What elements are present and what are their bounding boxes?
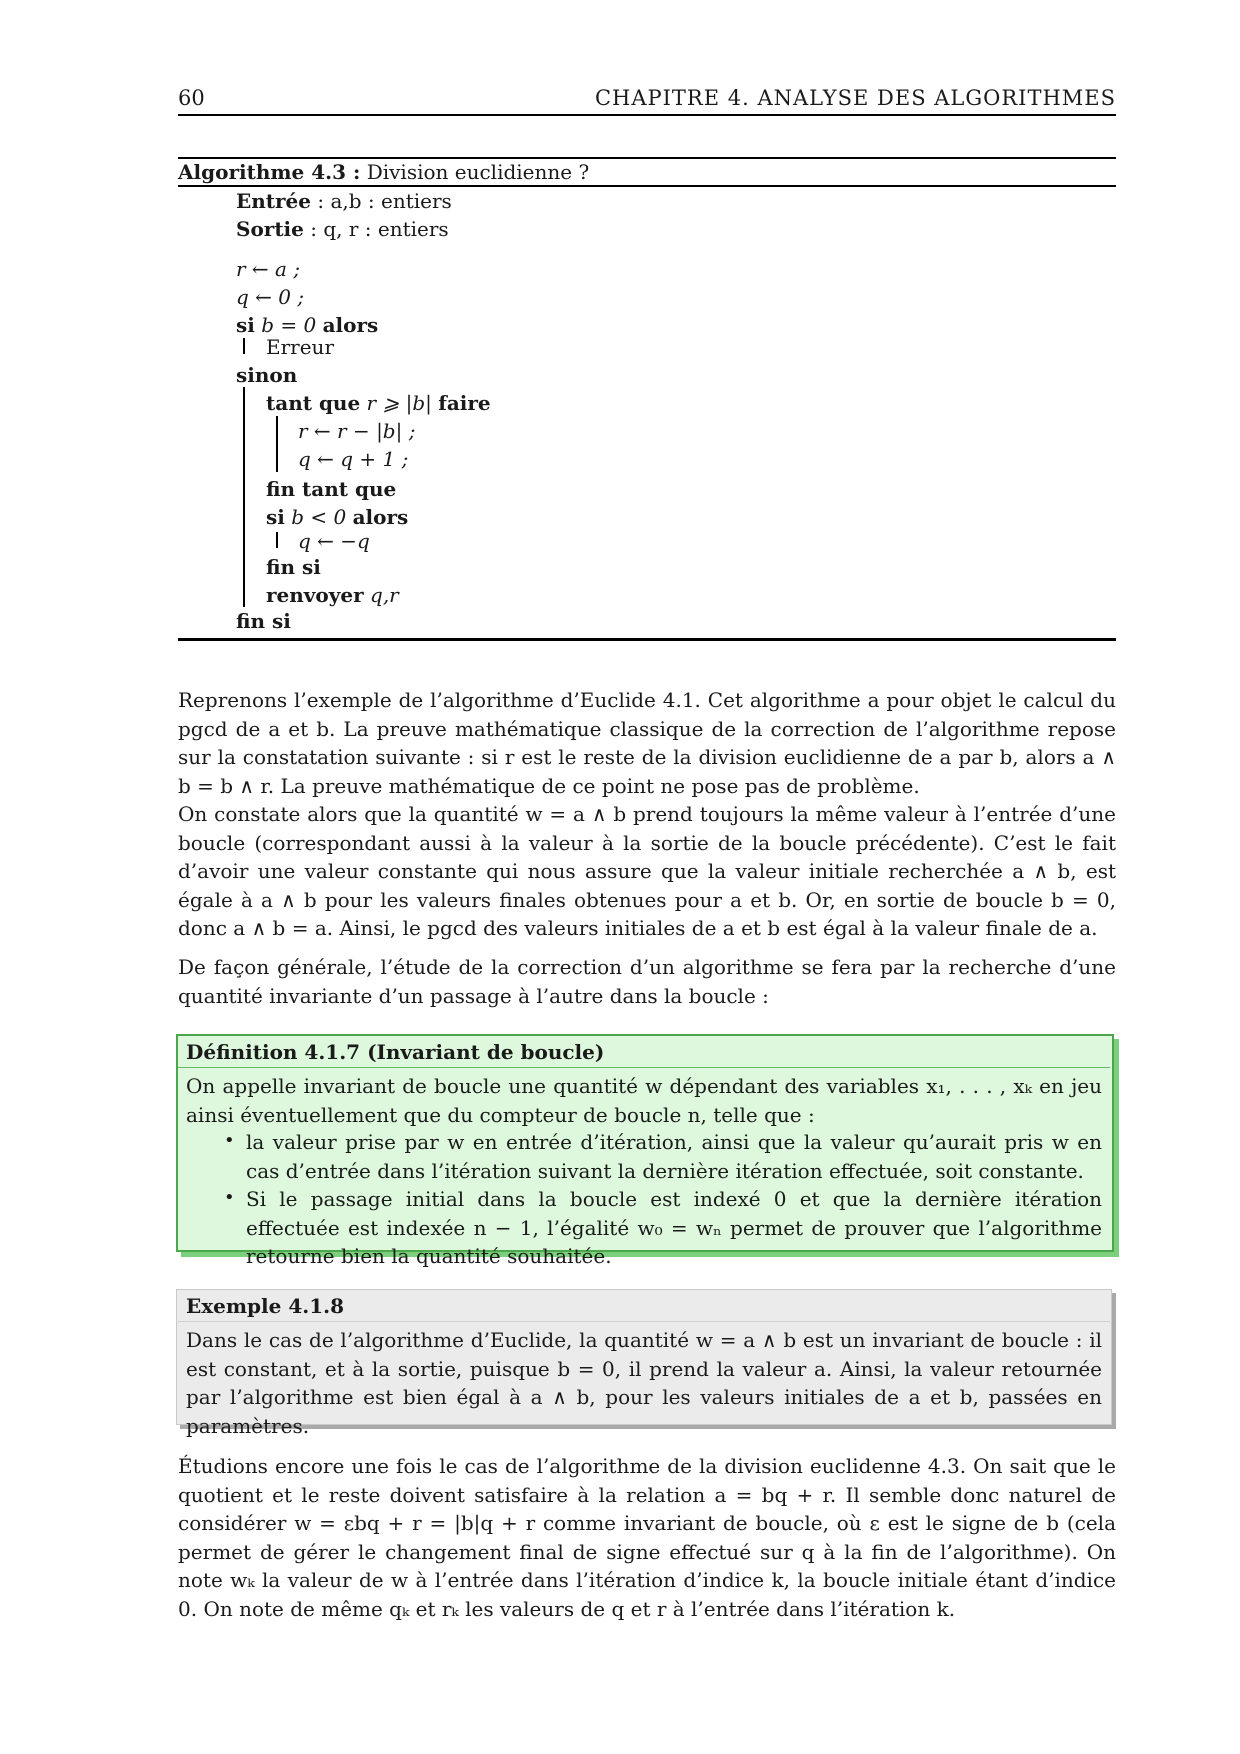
- definition-item: Si le passage initial dans la boucle est indexé 0 et que la dernière itération effectuée est indexée n − 1, l’égalité w₀ = wₙ permet de prouver que l’algorithme retourne bien la quantité souhaitée.: [246, 1187, 1102, 1268]
- if-keyword: si: [236, 313, 255, 337]
- error-line: Erreur: [266, 335, 334, 359]
- example-title-rule: [178, 1321, 1110, 1322]
- bullet-icon: •: [224, 1187, 235, 1208]
- while-statement: [266, 391, 491, 415]
- else-keyword: sinon: [236, 363, 298, 387]
- return-values: q,r: [363, 583, 399, 607]
- line-q-assign: q ← 0 ;: [236, 285, 305, 309]
- while-keyword: tant que: [266, 391, 361, 415]
- if-block-bar: [243, 338, 245, 354]
- algorithm-title-text: Division euclidienne ?: [360, 160, 590, 184]
- output-keyword: Sortie: [236, 217, 304, 241]
- output-description: : q, r : entiers: [303, 217, 449, 241]
- line-r-assign: r ← a ;: [236, 257, 301, 281]
- while-block-bar: [276, 416, 278, 472]
- algorithm-output: [236, 217, 449, 241]
- if2-block-bar: [276, 532, 278, 548]
- algorithm-top-rule: [178, 157, 1116, 159]
- algorithm-title: [178, 160, 589, 184]
- neg-q-line: q ← −q: [298, 529, 370, 553]
- if-statement: [236, 313, 378, 337]
- else-block-bar: [243, 387, 245, 607]
- paragraph-euclid: Reprenons l’exemple de l’algorithme d’Euclide 4.1. Cet algorithme a pour objet le calcul du pgcd de a et b. La preuve mathématique classique de la correction de l’algorithme repose sur la constatation suivante : si r est le reste de la division euclidienne de a par b, alors a ∧ b = b ∧ r. La preuve mathématique de ce point ne pose pas de problème.: [178, 688, 1116, 798]
- definition-item: la valeur prise par w en entrée d’itération, ainsi que la valeur qu’aurait pris w en cas d’entrée dans l’itération suivant la dernière itération effectuée, soit constante.: [246, 1130, 1102, 1183]
- end-while-keyword: fin tant que: [266, 477, 397, 501]
- algorithm-bottom-rule: [178, 638, 1116, 641]
- if2-condition: b < 0: [284, 505, 353, 529]
- paragraph-general: De façon générale, l’étude de la correction d’un algorithme se fera par la recherche d’une quantité invariante d’un passage à l’autre dans la boucle :: [178, 955, 1116, 1008]
- input-description: : a,b : entiers: [311, 189, 452, 213]
- loop-q-line: q ← q + 1 ;: [298, 447, 409, 471]
- definition-body: On appelle invariant de boucle une quantité w dépendant des variables x₁, . . . , xₖ en jeu ainsi éventuellement que du compteur de boucle n, telle que :: [186, 1074, 1102, 1127]
- input-keyword: Entrée: [236, 189, 312, 213]
- if2-statement: [266, 505, 408, 529]
- algorithm-title-rule: [178, 185, 1116, 187]
- return-keyword: renvoyer: [266, 583, 364, 607]
- running-title: CHAPITRE 4. ANALYSE DES ALGORITHMES: [594, 86, 1116, 110]
- page-number: 60: [178, 86, 205, 110]
- bullet-icon: •: [224, 1130, 235, 1151]
- if2-keyword: si: [266, 505, 285, 529]
- loop-r-line: r ← r − |b| ;: [298, 419, 416, 443]
- definition-title-rule: [178, 1067, 1110, 1068]
- while-condition: r ⩾ |b|: [360, 391, 439, 415]
- paragraph-division: Étudions encore une fois le cas de l’algorithme de la division euclidenne 4.3. On sait que le quotient et le reste doivent satisfaire à la relation a = bq + r. Il semble donc naturel de considérer w = εbq + r = |b|q + r comme invariant de boucle, où ε est le signe de b (cela permet de gérer le changement final de signe effectué sur q à la fin de l’algorithme). On note wₖ la valeur de w à l’entrée dans l’itération d’indice k, la boucle initiale étant d’indice 0. On note de même qₖ et rₖ les valeurs de q et r à l’entrée dans l’itération k.: [178, 1454, 1116, 1621]
- example-title: Exemple 4.1.8: [186, 1294, 344, 1318]
- return-statement: [266, 583, 399, 607]
- then2-keyword: alors: [352, 505, 409, 529]
- do-keyword: faire: [438, 391, 491, 415]
- algorithm-title-label: Algorithme 4.3 :: [178, 160, 361, 184]
- end-if2-keyword: fin si: [266, 555, 321, 579]
- header-rule: [178, 114, 1116, 116]
- end-if-keyword: fin si: [236, 609, 291, 633]
- if-condition: b = 0: [254, 313, 323, 337]
- example-body: Dans le cas de l’algorithme d’Euclide, la quantité w = a ∧ b est un invariant de boucle : il est constant, et à la sortie, puisque b = 0, il prend la valeur a. Ainsi, la valeur retournée par l’algorithme est bien égal à a ∧ b, pour les valeurs initiales de a et b, passées en paramètres.: [186, 1328, 1102, 1438]
- then-keyword: alors: [322, 313, 379, 337]
- algorithm-input: [236, 189, 452, 213]
- paragraph-invariant: On constate alors que la quantité w = a ∧ b prend toujours la même valeur à l’entrée d’une boucle (correspondant aussi à la valeur à la sortie de la boucle précédente). C’est le fait d’avoir une valeur constante qui nous assure que la valeur initiale recherchée a ∧ b, est égale à a ∧ b pour les valeurs finales obtenues pour a et b. Or, en sortie de boucle b = 0, donc a ∧ b = a. Ainsi, le pgcd des valeurs initiales de a et b est égal à la valeur finale de a.: [178, 802, 1116, 940]
- definition-title: Définition 4.1.7 (Invariant de boucle): [186, 1040, 605, 1064]
